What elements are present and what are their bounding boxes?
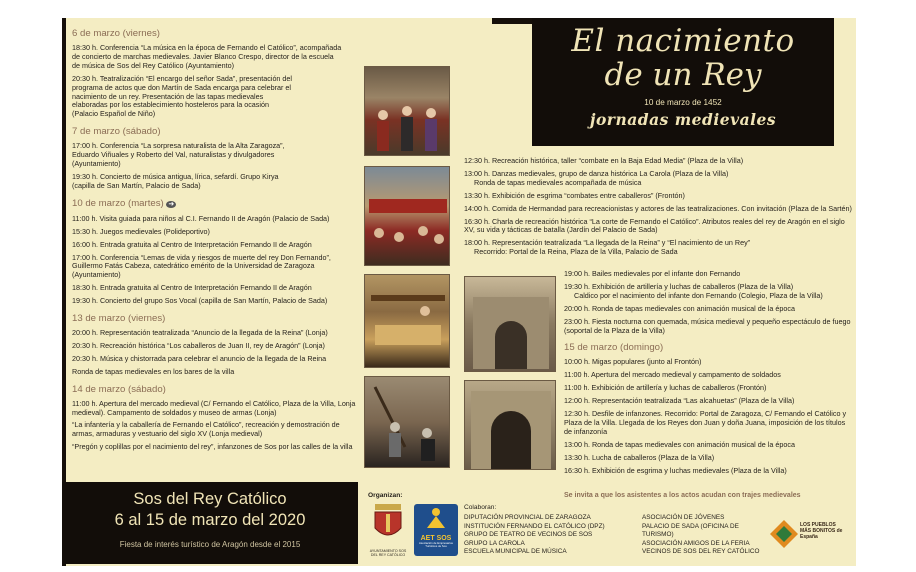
event-7-2: 19:30 h. Concierto de música antigua, lírica, sefardí. Grupo Kirya (capilla de San Martín, Palacio de Sada): [72, 171, 279, 190]
title-line-2: de un Rey: [604, 57, 762, 93]
event-10-4: 17:00 h. Conferencia “Lemas de vida y riesgos de muerte del rey Don Fernando”, Guillermo Fatás Cabeza, catedrático emérito de la Universidad de Zaragoza (Ayuntamiento): [72, 252, 331, 280]
event-10-3: 16:00 h. Entrada gratuita al Centro de Interpretación Fernando II de Aragón: [72, 239, 312, 249]
title-subtitle: jornadas medievales: [589, 110, 777, 129]
event-6-2: 20:30 h. Teatralización “El encargo del señor Sada”, presentación del programa de actos que don Martín de Sada encarga para celebrar el nacimiento de un rey. Presentación de las tapas medievales elaboradas por los establecimiento hosteleros para la ocasión (Palacio Español de Niño): [72, 73, 293, 119]
pueblos-text: LOS PUEBLOS MÁS BONITOS de España: [800, 522, 843, 540]
colaborador-8: ASOCIACIÓN AMIGOS DE LA FERIA: [642, 539, 750, 547]
colaborador-3: GRUPO DE TEATRO DE VECINOS DE SOS: [464, 531, 593, 539]
colaborador-1: DIPUTACIÓN PROVINCIAL DE ZARAGOZA: [464, 514, 591, 521]
event-6-1: 18:30 h. Conferencia “La música en la época de Fernando el Católico”, acompañada de concierto de marchas medievales. Javier Blanco Crespo, director de la escuela de música de Sos del Rey Católico (Ayuntamiento): [72, 43, 342, 70]
arrow-right-icon: ➜: [168, 200, 175, 208]
colaborador-7: PALACIO DE SADA (OFICINA DE TURISMO): [642, 522, 739, 539]
schedule-column-right-bottom: [564, 270, 854, 480]
event-14c-4: 23:00 h. Fiesta nocturna con quemada, música medieval y pequeño espectáculo de fuego (soportal de la Plaza de la Villa): [564, 316, 851, 335]
title-box: [532, 18, 834, 146]
event-10-6: 19:30 h. Concierto del grupo Sos Vocal (capilla de San Martín, Palacio de Sada): [72, 296, 328, 306]
event-15-1: 10:00 h. Migas populares (junto al Frontón): [564, 357, 702, 367]
event-15-4: 12:00 h. Representación teatralizada “Las alcahuetas” (Plaza de la Villa): [564, 396, 795, 406]
colaborador-4: GRUPO LA CAROLA: [464, 539, 525, 547]
top-right-strip: [492, 18, 532, 24]
poster: [62, 18, 856, 566]
ayuntamiento-logo: [366, 502, 410, 558]
event-15-2: 11:00 h. Apertura del mercado medieval y campamento de soldados: [564, 370, 781, 380]
event-14b-4: 14:00 h. Comida de Hermandad para recreacionistas y actores de las teatralizaciones. Con invitación (Plaza de la Sartén): [464, 203, 852, 213]
schedule-column-left: [72, 21, 356, 456]
aet-name: AET SOS: [420, 535, 452, 542]
photo-castle-stone: [464, 276, 556, 372]
day-heading-6: 6 de marzo (viernes): [72, 28, 160, 39]
footer-fiesta: Fiesta de interés turístico de Aragón desde el 2015: [119, 540, 301, 549]
crowd-illustration: [365, 167, 450, 266]
event-10-1: 11:00 h. Visita guiada para niños al C.I. Fernando II de Aragón (Palacio de Sada): [72, 213, 330, 223]
footer-dates: 6 al 15 de marzo del 2020: [114, 511, 306, 529]
event-7-1: 17:00 h. Conferencia “La sorpresa naturalista de la Alta Zaragoza”, Eduardo Viñuales y Roberto del Val, naturalistas y divulgadores (Ayuntamiento): [72, 141, 285, 169]
day-heading-13: 13 de marzo (viernes): [72, 313, 166, 325]
event-14b-5: 16:30 h. Charla de recreación histórica “La corte de Fernando el Católico”. Atributos reales del rey de Aragón en el siglo XV, su vida y tácticas de batalla (Jardín del Palacio de Sada): [464, 216, 845, 235]
day-heading-7: 7 de marzo (sábado): [72, 126, 161, 138]
aet-subtitle: Asociación de Empresarios Turísticos de Sos: [419, 541, 453, 549]
ayuntamiento-text: AYUNTAMIENTO SOS DEL REY CATÓLICO: [369, 549, 407, 557]
event-13-1: 20:00 h. Representación teatralizada “Anuncio de la llegada de la Reina” (Lonja): [72, 328, 328, 338]
colaboran-list-left: [464, 514, 640, 557]
castle-illustration: [465, 277, 556, 372]
colaborador-5: ESCUELA MUNICIPAL DE MÚSICA: [464, 548, 567, 556]
title-line-1: El nacimiento: [571, 23, 795, 59]
aet-figure-icon: [421, 504, 451, 530]
archway-illustration: [465, 381, 556, 470]
event-13-4: Ronda de tapas medievales en los bares de la villa: [72, 366, 235, 376]
photo-stone-archway: [464, 380, 556, 470]
event-14c-1: 19:00 h. Bailes medievales por el infante don Fernando: [564, 269, 741, 278]
aet-logo: [414, 504, 458, 556]
organizan-label: Organizan:: [368, 492, 403, 499]
day-heading-10: 10 de marzo (martes) ➜: [72, 197, 175, 209]
colaboran-list-right: [642, 514, 772, 557]
pueblos-logo: [770, 518, 850, 558]
footer-box: [62, 482, 358, 564]
event-14b-2: 13:00 h. Danzas medievales, grupo de danza histórica La Carola (Plaza de la Villa) Ronda de tapas medievales acompañada de música: [464, 168, 729, 187]
coat-of-arms-icon: [371, 502, 405, 544]
event-14-1: 11:00 h. Apertura del mercado medieval (C/ Fernando el Católico, Plaza de la Villa, Lonja medieval). Campamento de soldados y museo de armas (Lonja): [72, 398, 356, 417]
event-10-2: 15:30 h. Juegos medievales (Polideportivo): [72, 226, 210, 236]
event-10-5: 18:30 h. Entrada gratuita al Centro de Interpretación Fernando II de Aragón: [72, 283, 312, 293]
stall-illustration: [365, 275, 450, 368]
colaborador-9: VECINOS DE SOS DEL REY CATÓLICO: [642, 548, 760, 556]
photo-market-stall: [364, 274, 450, 368]
footer-town: Sos del Rey Católico: [133, 490, 287, 508]
day-heading-14: 14 de marzo (sábado): [72, 383, 166, 395]
title-date: 10 de marzo de 1452: [644, 98, 722, 107]
event-14c-3: 20:00 h. Ronda de tapas medievales con animación musical de la época: [564, 303, 795, 313]
colaborador-6: ASOCIACIÓN DE JÓVENES: [642, 514, 725, 521]
event-15-6: 13:00 h. Ronda de tapas medievales con animación musical de la época: [564, 439, 795, 449]
pueblos-emblem-icon: [770, 520, 798, 550]
event-15-7: 13:30 h. Lucha de caballeros (Plaza de la Villa): [564, 452, 715, 462]
event-14b-6: 18:00 h. Representación teatralizada “La llegada de la Reina” y “El nacimiento de un Rey” Recorrido: Portal de la Reina, Plaza de la Villa, Palacio de Sada: [464, 238, 751, 257]
people-illustration: [365, 67, 450, 156]
event-14-3: “Pregón y coplillas por el nacimiento del rey”, infanzones de Sos por las calles de la villa: [72, 442, 353, 452]
schedule-column-right-top: [464, 157, 854, 261]
combat-illustration: [365, 377, 450, 468]
photo-theater-group: [364, 66, 450, 156]
colaborador-2: INSTITUCIÓN FERNANDO EL CATÓLICO (DPZ): [464, 522, 605, 530]
colaboran-label: Colaboran:: [464, 504, 497, 511]
photo-combat: [364, 376, 450, 468]
day-heading-15: 15 de marzo (domingo): [564, 342, 664, 354]
invite-note: Se invita a que los asistentes a los actos acudan con trajes medievales: [564, 492, 801, 499]
event-13-2: 20:30 h. Recreación histórica “Los caballeros de Juan II, rey de Aragón” (Lonja): [72, 340, 325, 350]
event-14c-2: 19:30 h. Exhibición de artillería y luchas de caballeros (Plaza de la Villa) Caldico por el nacimiento del infante don Fernando (Colegio, Plaza de la Villa): [564, 281, 823, 300]
event-15-3: 11:00 h. Exhibición de artillería y luchas de caballeros (Frontón): [564, 383, 767, 393]
event-14b-3: 13:30 h. Exhibición de esgrima “combates entre caballeros” (Frontón): [464, 190, 685, 200]
event-14b-1: 12:30 h. Recreación histórica, taller “combate en la Baja Edad Media” (Plaza de la Villa): [464, 156, 744, 165]
event-13-3: 20:30 h. Música y chistorrada para celebrar el anuncio de la llegada de la Reina: [72, 353, 327, 363]
event-15-5: 12:30 h. Desfile de infanzones. Recorrido: Portal de Zaragoza, C/ Fernando el Católico y Plaza de la Villa. Llegada de los Reyes don Juan y doña Juana, imposición de los títulos de infanzonía: [564, 409, 847, 436]
event-15-8: 16:30 h. Exhibición de esgrima y luchas medievales (Plaza de la Villa): [564, 465, 787, 475]
photo-market-crowd: [364, 166, 450, 266]
event-14-2: “La infantería y la caballería de Fernando el Católico”, recreación y demostración de armas, armaduras y vestuario del siglo XV (Lonja medieval): [72, 420, 340, 439]
